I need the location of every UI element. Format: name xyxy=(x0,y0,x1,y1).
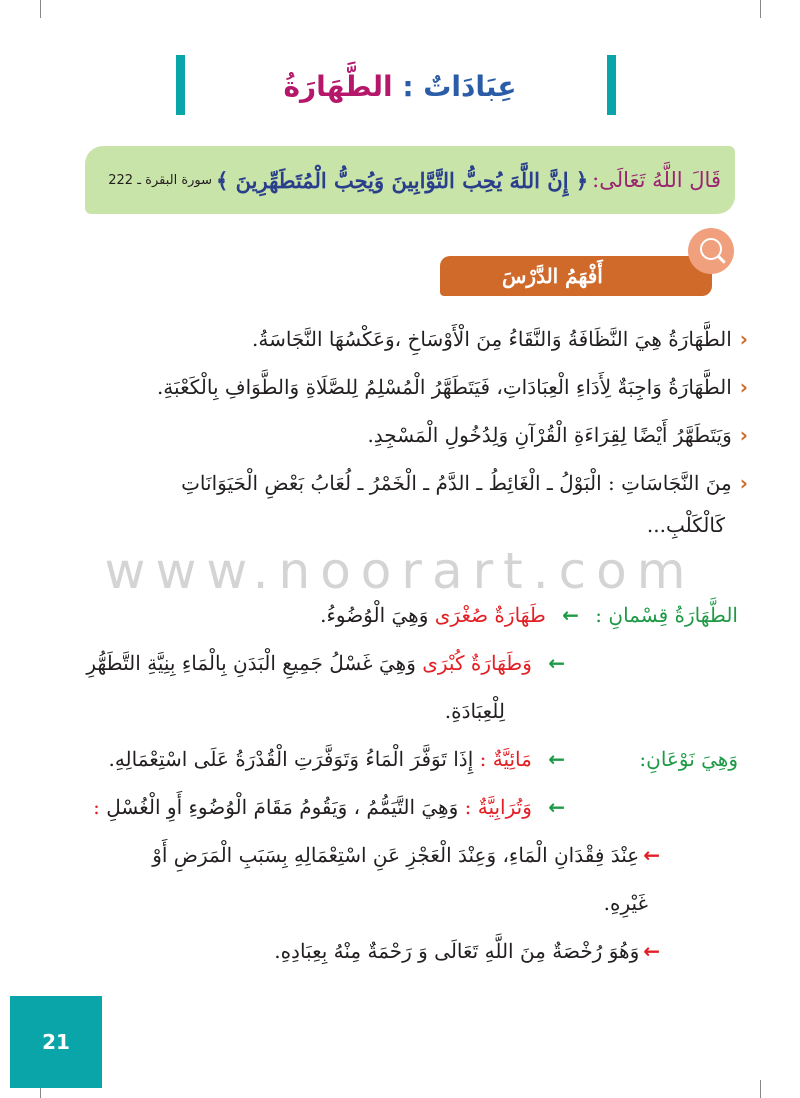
crop-mark xyxy=(40,0,41,18)
arrow-left-icon: ← xyxy=(548,795,565,819)
title-part2: الطَّهَارَةُ xyxy=(283,70,393,103)
bullet-text: مِنَ النَّجَاسَاتِ : الْبَوْلُ ـ الْغَائِطُ ـ الدَّمُ ـ الْخَمْرُ ـ لُعَابُ بَعْضِ الْحَيَوَانَاتِ xyxy=(181,471,732,495)
earth-line xyxy=(93,792,575,822)
watermark: www.noorart.com xyxy=(104,542,696,600)
crop-mark xyxy=(760,0,761,18)
water-term: مَائِيَّةٌ : xyxy=(479,747,532,771)
bullet-item xyxy=(181,468,748,498)
water-desc: إِذَا تَوَفَّرَ الْمَاءُ وَتَوَفَّرَتِ الْقُدْرَةُ عَلَى اسْتِعْمَالِهِ. xyxy=(108,747,474,771)
chevron-icon: ‹ xyxy=(739,471,748,495)
verse-reference: سورة البقرة ـ 222 xyxy=(108,172,213,188)
bullet-item xyxy=(367,420,748,450)
types-label: وَهِيَ نَوْعَانِ: xyxy=(639,747,738,771)
title-part1: عِبَادَاتٌ : xyxy=(402,70,517,103)
bullet-item xyxy=(252,324,748,354)
magnifier-icon xyxy=(688,228,734,274)
minor-term: طَهَارَةٌ صُغْرَى xyxy=(434,603,546,627)
sub-continuation: غَيْرِهِ. xyxy=(603,891,648,915)
crop-mark xyxy=(760,1080,761,1098)
sub-item xyxy=(152,840,660,870)
sub-text: عِنْدَ فِقْدَانِ الْمَاءِ، وَعِنْدَ الْعَجْزِ عَنِ اسْتِعْمَالِهِ بِسَبَبِ الْمَرَضِ أَوْ xyxy=(152,843,640,867)
earth-colon: : xyxy=(93,795,100,819)
major-line xyxy=(86,648,575,678)
divisions-label: الطَّهَارَةُ قِسْمانِ : xyxy=(595,603,738,627)
major-desc: وَهِيَ غَسْلُ جَمِيعِ الْبَدَنِ بِالْمَاءِ بِنِيَّةِ التَّطَهُّرِ xyxy=(86,651,416,675)
earth-desc: وَهِيَ التَّيَمُّمُ ، وَيَقُومُ مَقَامَ الْوُضُوءِ أَوِ الْغُسْلِ xyxy=(106,795,459,819)
minor-desc: وَهِيَ الْوُضُوءُ. xyxy=(320,603,429,627)
section-label-text: أَفْهَمُ الدَّرْسَ xyxy=(502,264,603,288)
arrow-left-icon: ← xyxy=(548,747,565,771)
section-label xyxy=(440,256,712,296)
divisions-line xyxy=(320,600,738,630)
arrow-left-icon: ← xyxy=(548,651,565,675)
sub-text: وَهُوَ رُخْصَةٌ مِنَ اللَّهِ تَعَالَى وَ رَحْمَةٌ مِنْهُ بِعِبَادِهِ. xyxy=(274,939,640,963)
water-line xyxy=(108,744,575,774)
major-continuation: لِلْعِبَادَةِ. xyxy=(444,699,505,723)
chevron-icon: ‹ xyxy=(739,375,748,399)
arrow-left-icon: ← xyxy=(643,843,660,867)
page-number: 21 xyxy=(10,996,102,1088)
page-title xyxy=(200,70,600,103)
arrow-left-icon: ← xyxy=(562,603,579,627)
bullet-text: الطَّهَارَةُ هِيَ النَّظَافَةُ وَالنَّقَاءُ مِنَ الْأَوْسَاخِ ،وَعَكْسُهَا النَّجَاسَةُ. xyxy=(252,327,732,351)
bullet-item xyxy=(157,372,748,402)
earth-term: وَتُرَابِيَّةٌ : xyxy=(464,795,532,819)
verse-text: ﴿ إِنَّ اللَّهَ يُحِبُّ التَّوَّابِينَ وَيُحِبُّ الْمُتَطَهِّرِينَ ﴾ xyxy=(216,167,589,193)
chevron-icon: ‹ xyxy=(739,423,748,447)
bullet-continuation: كَالْكَلْبِ... xyxy=(646,513,725,537)
arrow-left-icon: ← xyxy=(643,939,660,963)
verse-banner xyxy=(85,146,735,214)
bullet-text: وَيَتَطَهَّرُ أَيْضًا لِقِرَاءَةِ الْقُرْآنِ وَلِدُخُولِ الْمَسْجِدِ. xyxy=(367,423,732,447)
verse-intro: قَالَ اللَّهُ تَعَالَى: xyxy=(592,168,721,192)
sub-item xyxy=(274,936,660,966)
title-bar-right xyxy=(607,55,616,115)
title-bar-left xyxy=(176,55,185,115)
bullet-text: الطَّهَارَةُ وَاجِبَةٌ لِأَدَاءِ الْعِبَادَاتِ، فَيَتَطَهَّرُ الْمُسْلِمُ لِلصَّلَاةِ وَالطَّوَافِ بِالْكَعْبَةِ. xyxy=(156,375,732,399)
chevron-icon: ‹ xyxy=(739,327,748,351)
major-term: وَطَهَارَةٌ كُبْرَى xyxy=(422,651,532,675)
